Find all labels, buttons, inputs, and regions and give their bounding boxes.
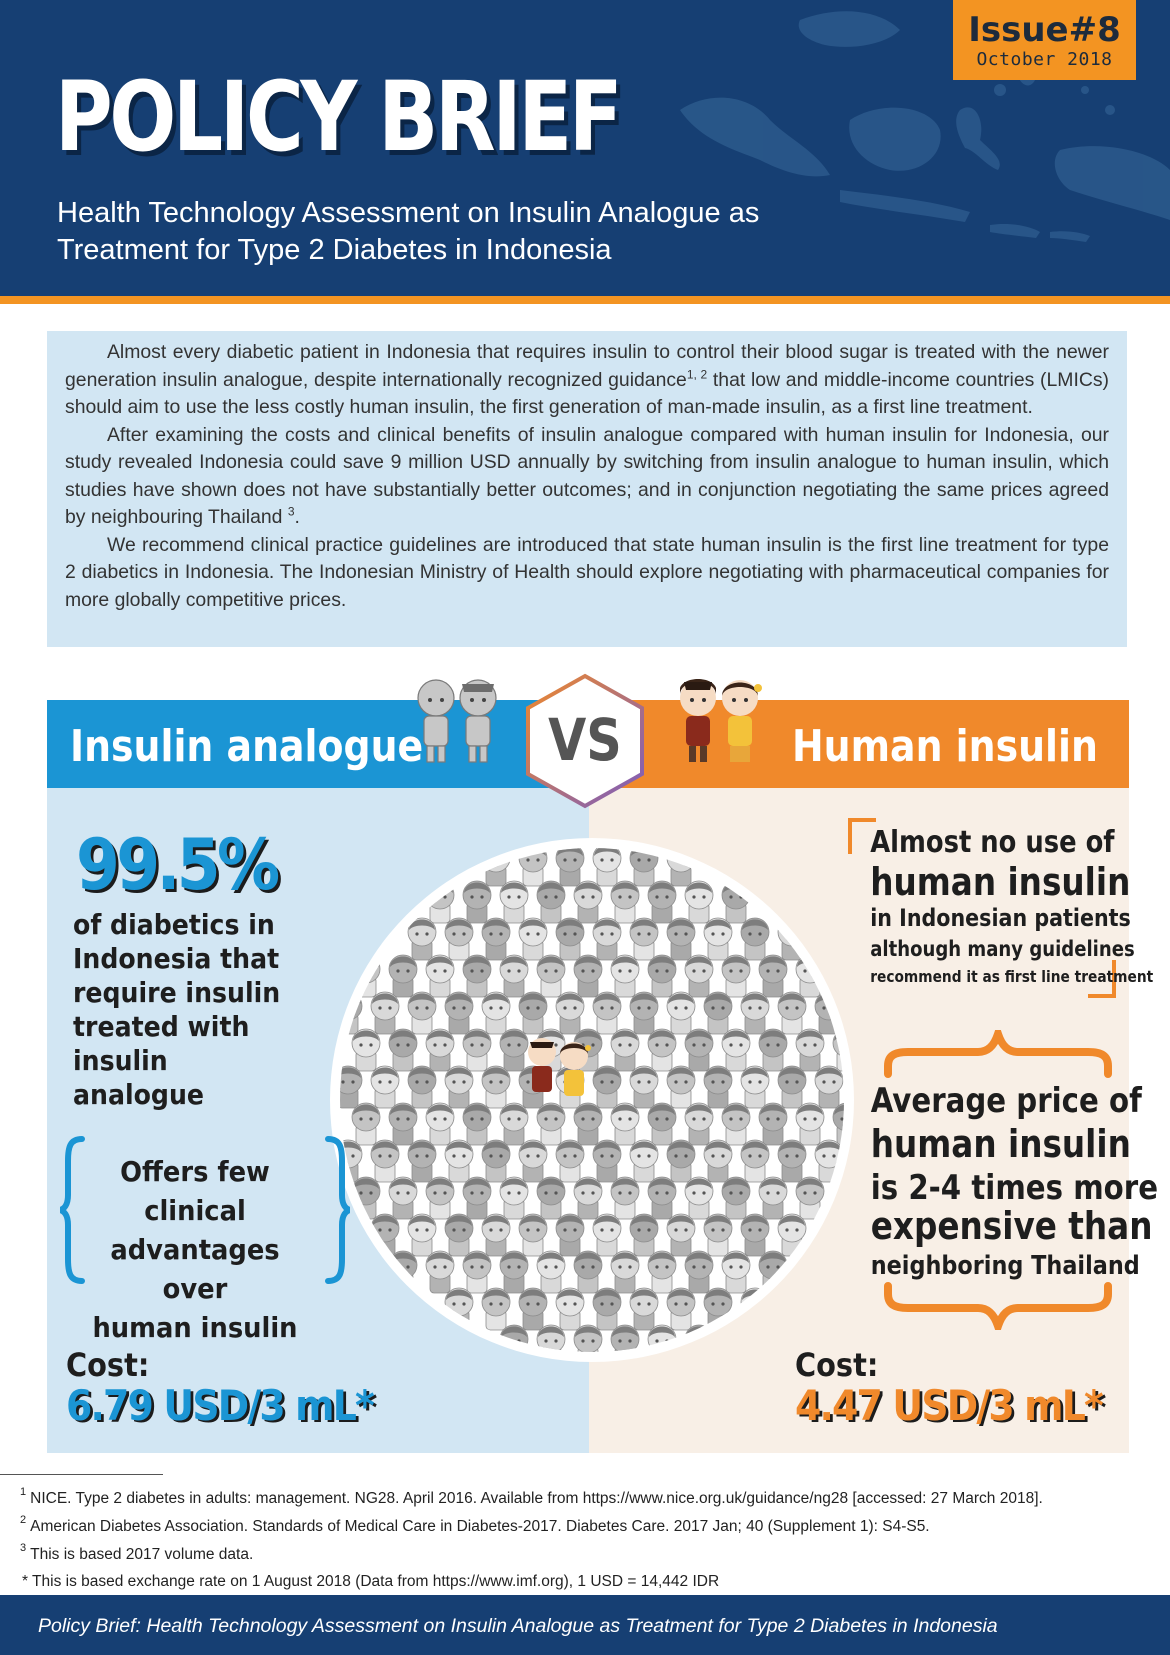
crowd-figure — [778, 1066, 806, 1108]
description-line: Indonesia that — [73, 942, 280, 975]
crowd-figure — [685, 1029, 713, 1071]
human-insulin-title: Human insulin — [792, 721, 1098, 772]
crowd-figure — [648, 1103, 676, 1145]
usage-note-line: although many guidelines — [870, 937, 1135, 961]
crowd-figure — [611, 881, 639, 923]
crowd-figure — [611, 1251, 639, 1293]
crowd-figure — [482, 1066, 510, 1108]
crowd-figure — [408, 1140, 436, 1182]
crowd-figure — [648, 1251, 676, 1293]
note-line: advantages over — [110, 1233, 280, 1305]
crowd-figure — [500, 1251, 528, 1293]
issue-date: October 2018 — [976, 49, 1113, 70]
clinical-advantages-note — [80, 1152, 310, 1347]
grey-couple-illustration — [410, 674, 506, 766]
crowd-figure — [408, 1214, 436, 1256]
crowd-figure — [648, 881, 676, 923]
crowd-figure — [389, 1029, 417, 1071]
crowd-figure — [759, 1103, 787, 1145]
crowd-figure — [482, 918, 510, 960]
crowd-figure — [648, 1029, 676, 1071]
human-insulin-cost-value: 4.47 USD/3 mL* — [795, 1381, 1103, 1430]
crowd-figure — [593, 844, 621, 886]
intro-summary-box — [47, 331, 1127, 647]
crowd-figure — [556, 844, 584, 886]
crowd-figure — [537, 1177, 565, 1219]
issue-badge — [953, 0, 1136, 80]
crowd-figure — [371, 992, 399, 1034]
crowd-figure — [630, 1288, 658, 1330]
crowd-figure — [722, 1177, 750, 1219]
intro-paragraph-1: Almost every diabetic patient in Indonesia that requires insulin to control their blood sugar is treated with the newer generation insulin analogue, despite internationally recognized guidance$^{1, 2}$ that low and middle-income countries (LMICs) should aim to use the less costly human insulin, the first generation of man-made insulin, as a first line treatment. — [65, 341, 1109, 418]
crowd-figure — [426, 1029, 454, 1071]
crowd-figure — [389, 1103, 417, 1145]
crowd-illustration — [328, 836, 856, 1364]
crowd-figure — [426, 1103, 454, 1145]
analogue-cost-label: Cost: — [66, 1346, 150, 1384]
price-note-line: is 2-4 times more — [870, 1168, 1159, 1208]
crowd-figure — [463, 955, 491, 997]
crowd-figure — [352, 1103, 380, 1145]
crowd-figure — [426, 1251, 454, 1293]
crowd-figure — [463, 1251, 491, 1293]
crowd-figure — [500, 881, 528, 923]
usage-note-line: Almost no use of — [870, 825, 1115, 860]
reference-marker: 1, 2 — [686, 367, 708, 382]
header-divider — [0, 296, 1170, 304]
crowd-figure — [630, 918, 658, 960]
crowd-figure — [556, 1140, 584, 1182]
note-line: human insulin — [92, 1311, 298, 1344]
crowd-figure — [722, 1029, 750, 1071]
crowd-figure — [741, 1066, 769, 1108]
note-line: Offers few clinical — [120, 1155, 270, 1227]
crowd-figure — [685, 1177, 713, 1219]
crowd-figure — [519, 992, 547, 1034]
description-line: require insulin — [73, 976, 281, 1009]
crowd-figure — [611, 1029, 639, 1071]
footnote: * This is based exchange rate on 1 August 2018 (Data from https://www.imf.org), 1 USD = 14,442 IDR — [22, 1573, 720, 1590]
crowd-figure — [463, 1103, 491, 1145]
crowd-figure — [722, 1103, 750, 1145]
page-title: POLICY BRIEF — [55, 61, 620, 173]
crowd-figure — [556, 1214, 584, 1256]
crowd-figure — [648, 955, 676, 997]
crowd-figure — [593, 1214, 621, 1256]
crowd-figure — [500, 1177, 528, 1219]
crowd-figure — [445, 918, 473, 960]
crowd-figure — [667, 1140, 695, 1182]
crowd-figure — [796, 1029, 824, 1071]
crowd-figure — [463, 1029, 491, 1071]
price-note-line: Average price of — [870, 1081, 1142, 1121]
crowd-figure — [389, 1177, 417, 1219]
crowd-figure — [556, 992, 584, 1034]
footnote-divider — [0, 1474, 163, 1475]
crowd-figure — [796, 1103, 824, 1145]
analogue-usage-description — [73, 908, 307, 1112]
crowd-figure — [593, 1140, 621, 1182]
usage-note-line: human insulin — [870, 860, 1131, 904]
colored-couple-illustration — [672, 674, 768, 766]
crowd-figure — [463, 881, 491, 923]
crowd-figure — [500, 1029, 528, 1071]
crowd-figure — [574, 955, 602, 997]
human-insulin-cost-label: Cost: — [795, 1346, 879, 1384]
crowd-figure — [667, 1288, 695, 1330]
footnote: $^1$ NICE. Type 2 diabetes in adults: management. NG28. April 2016. Available from https://www.nice.org.uk/guidance/ng28 [accessed: 27 March 2018]. — [20, 1486, 1043, 1507]
crowd-figure — [741, 1214, 769, 1256]
crowd-figure — [463, 1177, 491, 1219]
intro-paragraph-2: After examining the costs and clinical benefits of insulin analogue compared with human insulin for Indonesia, our study revealed Indonesia could save 9 million USD annually by switching from insulin analogue to human insulin, which studies have shown does not have substantially better outcomes; and in conjunction negotiating the same prices agreed by neighbouring Thailand $^3$. — [65, 423, 1109, 528]
crowd-figure — [445, 1214, 473, 1256]
price-note-line: expensive than — [870, 1204, 1153, 1248]
footnote: $^3$ This is based 2017 volume data. — [20, 1542, 254, 1563]
page-subtitle — [57, 195, 877, 269]
crowd-figure — [704, 1140, 732, 1182]
crowd-figure — [574, 1251, 602, 1293]
insulin-analogue-title: Insulin analogue — [70, 721, 424, 772]
description-line: treated with — [73, 1010, 250, 1043]
crowd-figure — [426, 955, 454, 997]
crowd-figure — [759, 1177, 787, 1219]
crowd-figure — [593, 1066, 621, 1108]
subtitle-line: Health Technology Assessment on Insulin Analogue as — [57, 197, 760, 229]
crowd-figure — [371, 1140, 399, 1182]
crowd-figure — [630, 1214, 658, 1256]
crowd-figure — [704, 1214, 732, 1256]
crowd-figure — [667, 918, 695, 960]
crowd-figure — [352, 1029, 380, 1071]
crowd-figure — [593, 1288, 621, 1330]
crowd-figure — [408, 918, 436, 960]
crowd-figure — [556, 1288, 584, 1330]
crowd-figure — [574, 1103, 602, 1145]
crowd-figure — [667, 1214, 695, 1256]
crowd-figure — [482, 1214, 510, 1256]
versus-label: VS — [548, 706, 622, 774]
crowd-figure — [685, 955, 713, 997]
crowd-figure — [593, 918, 621, 960]
crowd-figure — [593, 992, 621, 1034]
crowd-figure — [630, 1066, 658, 1108]
crowd-figure — [445, 992, 473, 1034]
crowd-figure — [445, 1140, 473, 1182]
crowd-figure — [611, 1103, 639, 1145]
crowd-figure — [685, 1103, 713, 1145]
crowd-figure — [408, 1066, 436, 1108]
crowd-figure — [741, 992, 769, 1034]
crowd-figure — [574, 881, 602, 923]
crowd-figure — [371, 1066, 399, 1108]
crowd-figure — [704, 918, 732, 960]
issue-number: Issue#8 — [968, 10, 1121, 50]
crowd-figure — [574, 1177, 602, 1219]
crowd-figure — [630, 1140, 658, 1182]
crowd-figure — [611, 955, 639, 997]
crowd-figure — [741, 918, 769, 960]
crowd-figure — [519, 1140, 547, 1182]
crowd-figure — [408, 992, 436, 1034]
footer-text: Policy Brief: Health Technology Assessment on Insulin Analogue as Treatment for Type 2 Diabetes in Indonesia — [38, 1615, 998, 1637]
crowd-figure — [759, 1029, 787, 1071]
analogue-usage-percentage: 99.5% — [76, 824, 277, 906]
description-line: insulin analogue — [73, 1044, 204, 1111]
crowd-figure — [685, 1251, 713, 1293]
crowd-figure — [815, 1066, 843, 1108]
crowd-figure — [556, 918, 584, 960]
subtitle-line: Treatment for Type 2 Diabetes in Indonesia — [57, 234, 612, 266]
crowd-figure — [426, 1177, 454, 1219]
crowd-figure — [778, 992, 806, 1034]
reference-marker: 3 — [287, 504, 295, 519]
crowd-figure — [482, 992, 510, 1034]
crowd-figure — [648, 1177, 676, 1219]
crowd-figure — [667, 992, 695, 1034]
footnote: $^2$ American Diabetes Association. Standards of Medical Care in Diabetes-2017. Diabetes Care. 2017 Jan; 40 (Supplement 1): S4-S5. — [20, 1514, 930, 1535]
crowd-figure — [519, 1288, 547, 1330]
crowd-figure — [667, 1066, 695, 1108]
description-line: of diabetics in — [73, 908, 275, 941]
crowd-figure — [537, 881, 565, 923]
analogue-cost-value: 6.79 USD/3 mL* — [66, 1381, 374, 1430]
crowd-figure — [500, 955, 528, 997]
price-note-line: neighboring Thailand — [870, 1251, 1140, 1281]
crowd-figure — [537, 1251, 565, 1293]
crowd-figure — [685, 881, 713, 923]
intro-paragraph-3: We recommend clinical practice guidelines are introduced that state human insulin is the first line treatment for type 2 diabetics in Indonesia. The Indonesian Ministry of Health should explore negotiating with pharmaceutical companies for more globally competitive prices. — [65, 533, 1109, 611]
crowd-figure — [519, 1214, 547, 1256]
crowd-figure — [445, 1066, 473, 1108]
crowd-figure — [741, 1140, 769, 1182]
crowd-figure — [537, 1103, 565, 1145]
crowd-figure — [722, 955, 750, 997]
crowd-figure — [519, 918, 547, 960]
crowd-figure — [482, 1140, 510, 1182]
crowd-figure — [482, 1288, 510, 1330]
crowd-figure — [759, 955, 787, 997]
crowd-figure — [500, 1103, 528, 1145]
crowd-figure — [704, 1066, 732, 1108]
crowd-figure — [704, 992, 732, 1034]
crowd-figure — [778, 1140, 806, 1182]
crowd-figure — [611, 1177, 639, 1219]
crowd-figure — [722, 1251, 750, 1293]
crowd-figure — [630, 992, 658, 1034]
usage-note-line: in Indonesian patients — [870, 904, 1131, 932]
price-note-line: human insulin — [870, 1122, 1131, 1166]
crowd-figure — [389, 955, 417, 997]
usage-note-line: recommend it as first line treatment — [870, 967, 1154, 986]
crowd-figure — [537, 955, 565, 997]
